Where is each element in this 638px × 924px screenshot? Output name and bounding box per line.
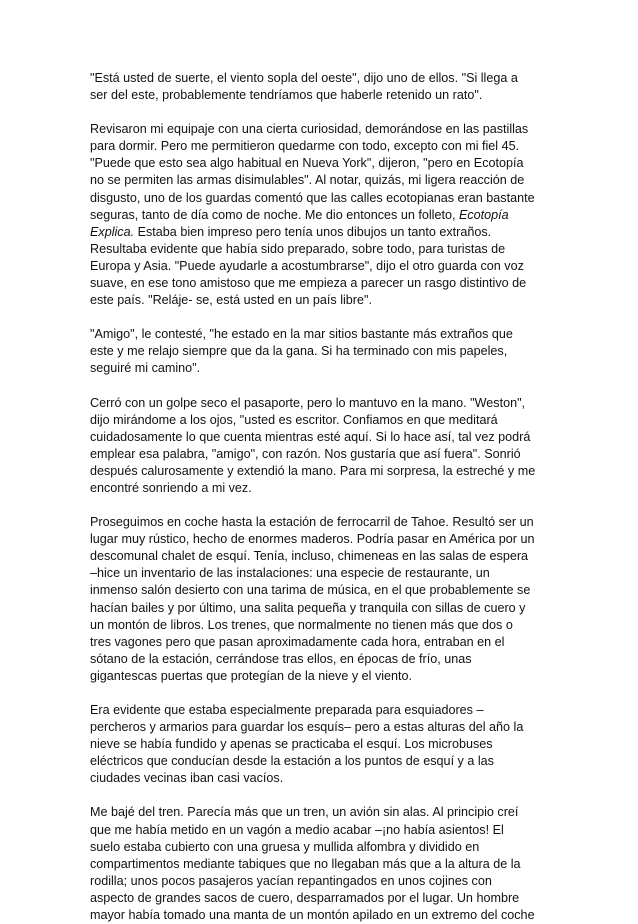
text-segment: seguras, tanto de día como de noche. Me dio entonces un folleto,	[90, 207, 456, 222]
text-line: "Puede que esto sea algo habitual en Nueva York", dijeron, "pero en Ecotopía	[90, 156, 524, 171]
paragraph-4	[90, 395, 550, 498]
text-line: Me bajé del tren. Parecía más que un tren, un avión sin alas. Al principio creí	[90, 805, 519, 820]
text-line: ciudades vecinas iban casi vacíos.	[90, 771, 284, 786]
text-line: ser del este, probablemente tendríamos que haberle retenido un rato".	[90, 88, 483, 103]
text-line: inmenso salón desierto con una tarima de música, en el que probablemente se	[90, 583, 531, 598]
text-line	[90, 224, 550, 241]
text-line: compartimentos mediante tabiques que no llegaban más que a la altura de la	[90, 856, 521, 871]
text-line: "Está usted de suerte, el viento sopla del oeste", dijo uno de ellos. "Si llega a	[90, 71, 518, 85]
text-line: encontré sonriendo a mi vez.	[90, 480, 252, 495]
paragraph-6	[90, 702, 550, 787]
text-line: lugar muy rústico, hecho de enormes maderos. Podría pasar en América por un	[90, 532, 535, 547]
paragraph-2	[90, 121, 550, 309]
text-line: percheros y armarios para guardar los esquís– pero a estas alturas del año la	[90, 720, 524, 735]
text-line: Cerró con un golpe seco el pasaporte, pero lo mantuvo en la mano. "Weston",	[90, 395, 526, 410]
text-line: sótano de la estación, cerrándose tras ellos, en épocas de frío, unas	[90, 651, 472, 666]
text-line: seguiré mi camino".	[90, 361, 201, 376]
text-line: rodilla; unos pocos pasajeros yacían repantingados en unos cojines con	[90, 873, 492, 888]
text-line: eléctricos que conducían desde la estación a los puntos de esquí y a las	[90, 754, 494, 769]
text-line: disgusto, uno de los guardas comentó que las calles ecotopianas eran bastante	[90, 190, 535, 205]
text-line: "Amigo", le contesté, "he estado en la mar sitios bastante más extraños que	[90, 327, 513, 342]
text-line: Era evidente que estaba especialmente preparada para esquiadores –	[90, 703, 484, 717]
text-line: descomunal chalet de esquí. Tenía, incluso, chimeneas en las salas de espera	[90, 549, 529, 564]
italic-title: Ecotopía	[458, 207, 509, 222]
text-line: mayor había tomado una manta de un montón apilado en un extremo del coche	[90, 908, 535, 923]
document-page	[90, 70, 550, 924]
paragraph-1	[90, 70, 550, 104]
text-line: no se permiten las armas disimulables". Al notar, quizás, mi ligera reacción de	[90, 173, 525, 188]
text-line	[90, 207, 550, 224]
text-line: aspecto de grandes sacos de cuero, desparramados por el lugar. Un hombre	[90, 890, 520, 905]
text-line: nieve se había fundido y apenas se practicaba el esquí. Los microbuses	[90, 737, 493, 752]
text-line: dijo mirándome a los ojos, "usted es escritor. Confiamos en que meditará	[90, 412, 498, 427]
text-line: después calurosamente y extendió la mano. Para mi sorpresa, la estreché y me	[90, 463, 536, 478]
paragraph-3	[90, 326, 550, 377]
text-segment: Estaba bien impreso pero tenía unos dibujos un tanto extraños.	[134, 224, 492, 239]
text-line: este y me relajo siempre que da la gana. Si ha terminado con mis papeles,	[90, 344, 508, 359]
text-line: Revisaron mi equipaje con una cierta curiosidad, demorándose en las pastillas	[90, 122, 529, 137]
text-line: Proseguimos en coche hasta la estación de ferrocarril de Tahoe. Resultó ser un	[90, 515, 534, 530]
text-line: emplear esa palabra, "amigo", con razón. Nos gustaría que así fuera". Sonrió	[90, 446, 521, 461]
text-line: tres vagones pero que pasan aproximadamente cada hora, entraban en el	[90, 634, 505, 649]
text-line: Europa y Asia. "Puede ayudarle a acostumbrarse", dijo el otro guarda con voz	[90, 258, 524, 273]
text-line: para dormir. Pero me permitieron quedarme con todo, excepto con mi fiel 45.	[90, 139, 520, 154]
text-line: un montón de libros. Los trenes, que normalmente no tienen más que dos o	[90, 617, 513, 632]
text-line: –hice un inventario de las instalaciones: una especie de restaurante, un	[90, 566, 490, 581]
text-line: gigantescas puertas que protegían de la nieve y el viento.	[90, 668, 413, 683]
italic-title: Explica.	[90, 224, 135, 239]
text-line: hacían bailes y por último, una salita pequeña y tranquila con sillas de cuero y	[90, 600, 526, 615]
text-line: cuidadosamente lo que cuenta mientras esté aquí. Si lo hace así, tal vez podrá	[90, 429, 531, 444]
paragraph-5	[90, 514, 550, 685]
text-line: que me había metido en un vagón a medio acabar –¡no había asientos! El	[90, 822, 504, 837]
paragraph-7	[90, 804, 550, 924]
text-line: Resultaba evidente que había sido preparado, sobre todo, para turistas de	[90, 241, 506, 256]
text-line: suelo estaba cubierto con una gruesa y mullida alfombra y dividido en	[90, 839, 480, 854]
text-line: este país. "Reláje- se, está usted en un país libre".	[90, 293, 372, 308]
text-line: suave, en ese tono amistoso que me empieza a parecer un rasgo distintivo de	[90, 276, 527, 291]
